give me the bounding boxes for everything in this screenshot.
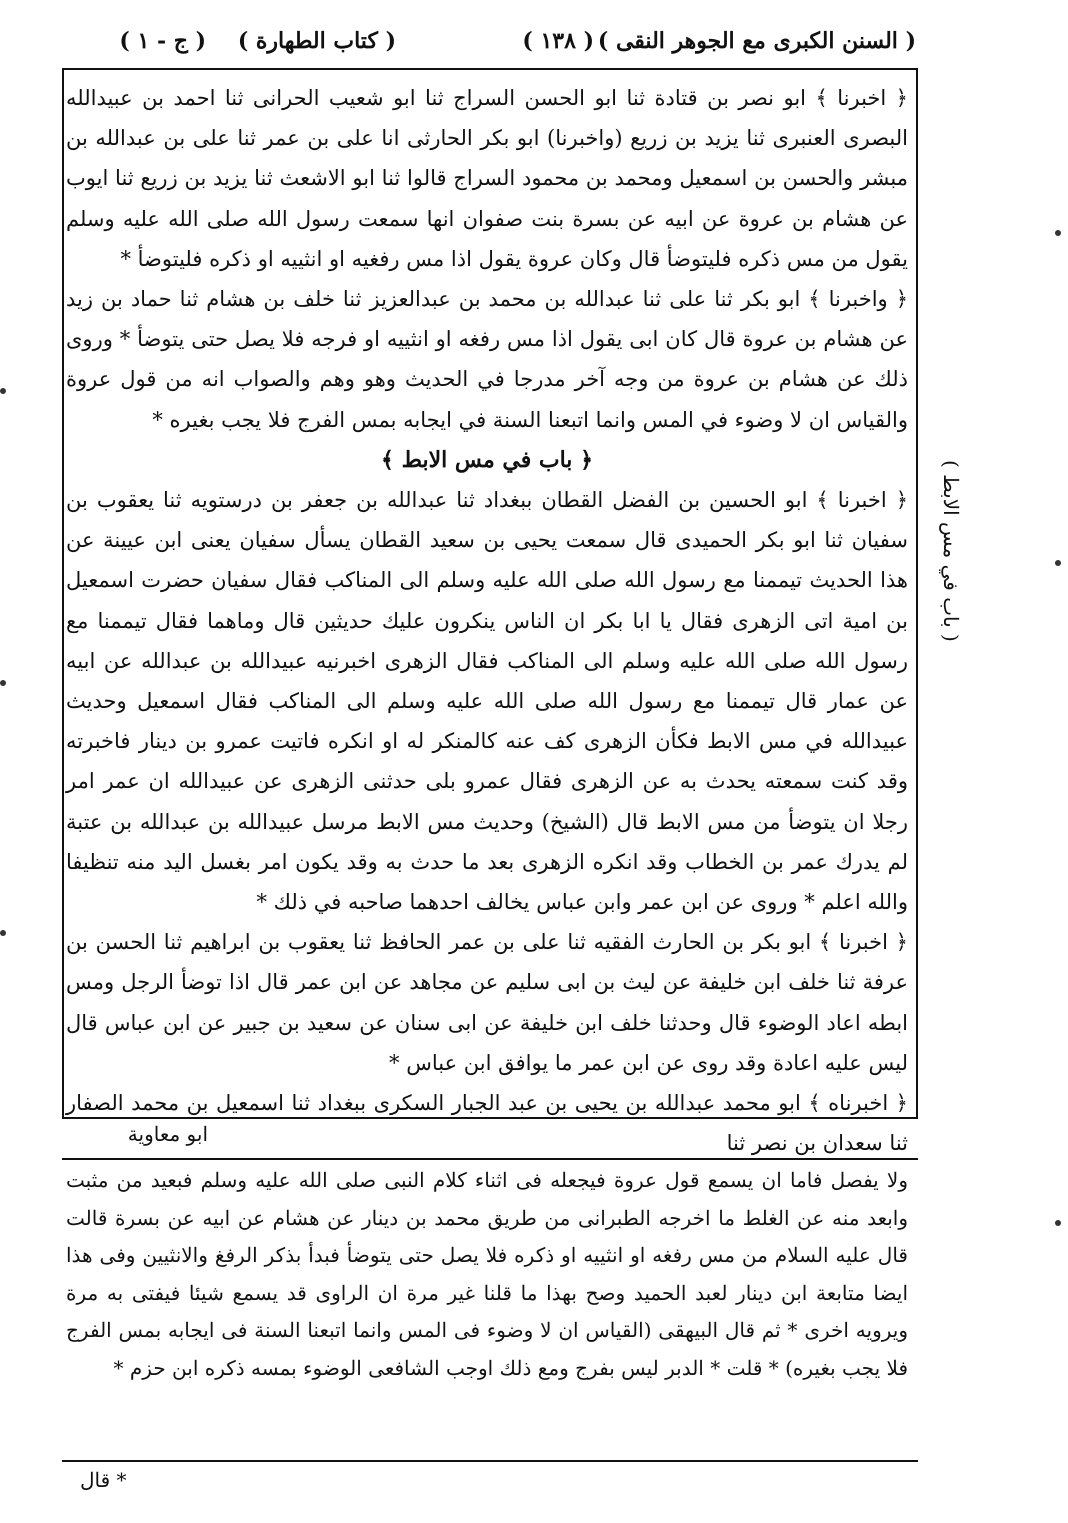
catchword: * قال: [80, 1468, 127, 1492]
page-number: ( ١٣٨ ): [522, 28, 594, 54]
page-bottom-rule: [62, 1460, 918, 1462]
kitab-title: ( كتاب الطهارة ): [237, 28, 396, 54]
page-header: [78, 28, 916, 68]
chapter-heading: ﴿ باب في مس الابط ﴾: [381, 446, 593, 473]
footnote-rule: [62, 1158, 918, 1160]
main-paragraph: ﴿ اخبرناه ﴾ ابو محمد عبدالله بن يحيى بن عبد الجبار السكرى ببغداد ثنا اسمعيل بن محمد الصفار ثنا سعدان بن نصر ثنا: [66, 1091, 908, 1156]
source-note: ابو معاوية: [127, 1122, 208, 1146]
main-text-bottom-rule: [62, 1117, 918, 1119]
margin-mark: [1055, 230, 1061, 236]
main-paragraph: ﴿ اخبرنا ﴾ ابو بكر بن الحارث الفقيه ثنا على بن عمر الحافظ ثنا يعقوب بن ابراهيم ثنا الحسن بن عرفة ثنا خلف ابن خليفة عن ليث بن ابى سليم عن مجاهد عن ابن عمر قال اذا توضأ الرجل ومس ابطه اعاد الوضوء قال وحدثنا خلف ابن خليفة عن ابى سنان عن سعيد بن جبير عن ابن عباس قال ليس عليه اعادة وقد روى عن ابن عمر ما يوافق ابن عباس *: [66, 930, 908, 1075]
margin-mark: [0, 388, 6, 394]
main-paragraph: ﴿ اخبرنا ﴾ ابو الحسين بن الفضل القطان ببغداد ثنا عبدالله بن جعفر بن درستويه ثنا يعقوب بن سفيان ثنا ابو بكر الحميدى قال سمعت يحيى بن سعيد القطان يسأل سفيان يعنى ابن عيينة عن هذا الحديث تيممنا مع رسول الله صلى الله عليه وسلم الى المناكب فقال سفيان حضرت اسمعيل بن امية اتى الزهرى فقال يا ابا بكر ان الناس ينكرون عليك حديثين قال وماهما فقال تيممنا مع رسول الله صلى الله عليه وسلم الى المناكب فقال الزهرى اخبرنيه عبيدالله بن عبدالله عن ابيه عن عمار قال تيممنا مع رسول الله صلى الله عليه وسلم الى المناكب فقال اسمعيل وحديث عبيدالله في مس الابط فكأن الزهرى كف عنه كالمنكر له او انكره فاتيت عمرو بن دينار فاخبرته وقد كنت سمعته يحدث به عن الزهرى فقال عمرو بلى حدثنى الزهرى عن عبيدالله ان عمر امر رجلا ان يتوضأ من مس الابط قال (الشيخ) وحديث مس الابط مرسل عبيدالله بن عبدالله بن عتبة لم يدرك عمر بن الخطاب وقد انكره الزهرى بعد ما حدث به وقد يكون امر بغسل اليد منه تنظيفا والله اعلم * وروى عن ابن عمر وابن عباس يخالف احدهما صاحبه في ذلك *: [66, 488, 908, 915]
margin-chapter-note: ( باب في مس الابط ): [939, 460, 963, 642]
volume-number: ( ج - ١ ): [119, 28, 206, 54]
footnote-paragraph: ولا يفصل فاما ان يسمع قول عروة فيجعله فى اثناء كلام النبى صلى الله عليه وسلم فبعيد من مثبت وابعد منه عن الغلط ما اخرجه الطبرانى من طريق محمد بن دينار عن هشام عن ابيه عن بسرة قالت قال عليه السلام من مس رفغه او انثييه او ذكره فلا يصل حتى يتوضأ فبدأ بذكر الرفغ والانثيين وفى هذا ايضا متابعة ابن دينار لعبد الحميد وصح بهذا ما قلنا غير مرة ان الراوى قد يسمع شيئا فيفتى به مرة ويرويه اخرى * ثم قال البيهقى (القياس ان لا وضوء فى المس وانما اتبعنا السنة فى ايجابه بمس الفرج فلا يجب بغيره) * قلت * الدبر ليس بفرج ومع ذلك اوجب الشافعى الوضوء بمسه ذكره ابن حزم *: [66, 1168, 908, 1380]
book-title: ( السنن الكبرى مع الجوهر النقى ): [597, 28, 916, 54]
margin-mark: [0, 680, 6, 686]
margin-mark: [0, 930, 6, 936]
footnote-commentary: [66, 1162, 908, 1387]
header-rule: [62, 68, 918, 70]
main-paragraph: ﴿ واخبرنا ﴾ ابو بكر ثنا على ثنا عبدالله بن محمد بن عبدالعزيز ثنا خلف بن هشام ثنا حماد بن زيد عن هشام بن عروة قال كان ابى يقول اذا مس رفغه او انثييه او فرجه فلا يصل حتى يتوضأ * وروى ذلك عن هشام بن عروة من وجه آخر مدرجا في الحديث وهو وهم والصواب انه من قول عروة والقياس ان لا وضوء في المس وانما اتبعنا السنة في ايجابه بمس الفرج فلا يجب بغيره *: [66, 287, 908, 432]
main-paragraph: ﴿ اخبرنا ﴾ ابو نصر بن قتادة ثنا ابو الحسن السراج ثنا ابو شعيب الحرانى ثنا احمد بن عبيدالله البصرى العنبرى ثنا يزيد بن زريع (واخبرنا) ابو بكر الحارثى انا على بن عمر ثنا على بن عبدالله بن مبشر والحسن بن اسمعيل ومحمد بن محمود السراج قالوا ثنا ابو الاشعث ثنا يزيد بن زريع ثنا ايوب عن هشام بن عروة عن ابيه عن بسرة بنت صفوان انها سمعت رسول الله صلى الله عليه وسلم يقول من مس ذكره فليتوضأ قال وكان عروة يقول اذا مس رفغيه او انثييه او ذكره فليتوضأ *: [66, 86, 908, 271]
left-frame-line: [62, 68, 64, 1118]
margin-mark: [1055, 560, 1061, 566]
main-text: [66, 78, 908, 1163]
right-frame-line: [916, 68, 918, 1118]
margin-mark: [1055, 1220, 1061, 1226]
